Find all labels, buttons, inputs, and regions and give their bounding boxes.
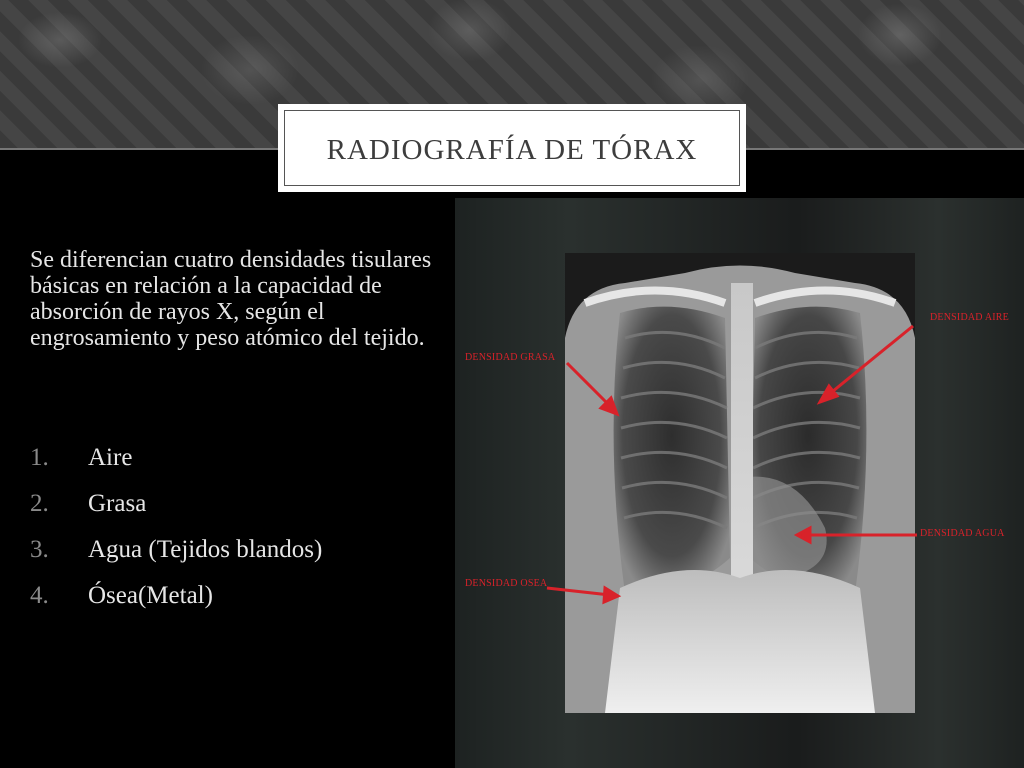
list-number: 3. (30, 536, 49, 563)
intro-text: Se diferencian cuatro densidades tisulares básicas en relación a la capacidad de absorción de rayos X, según el engrosamiento y peso atómico del tejido. (30, 247, 432, 351)
slide-title: RADIOGRAFÍA DE TÓRAX (326, 134, 698, 166)
list-label: Agua (Tejidos blandos) (88, 536, 323, 563)
list-label: Grasa (88, 490, 147, 517)
label-density-fat: DENSIDAD GRASA (465, 352, 556, 363)
list-label: Ósea(Metal) (88, 582, 213, 609)
intro-paragraph (30, 248, 450, 352)
label-density-water: DENSIDAD AGUA (920, 528, 1005, 539)
list-number: 2. (30, 490, 49, 517)
chest-xray-image (455, 198, 1024, 768)
label-density-air: DENSIDAD AIRE (930, 312, 1009, 323)
xray-drawing (455, 198, 1024, 768)
label-density-bone: DENSIDAD OSEA (465, 578, 548, 589)
abdomen (605, 570, 875, 713)
list-number: 1. (30, 444, 49, 471)
list-label: Aire (88, 444, 133, 471)
list-number: 4. (30, 582, 49, 609)
left-lung (614, 307, 730, 594)
title-box (278, 104, 746, 192)
